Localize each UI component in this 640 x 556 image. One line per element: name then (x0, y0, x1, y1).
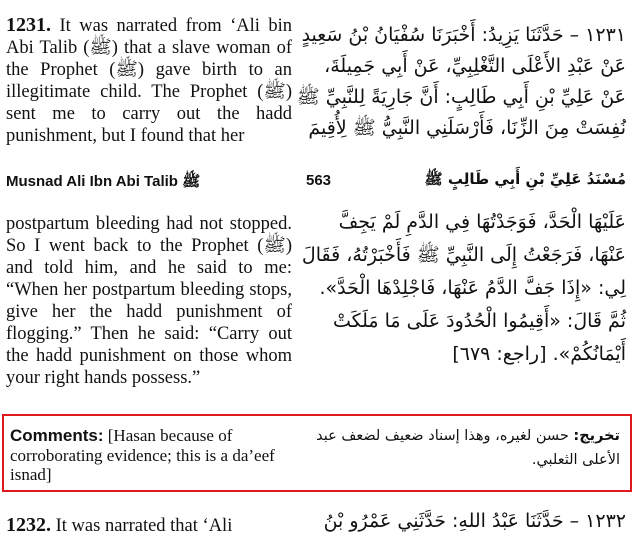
hadith-1231-arabic (296, 20, 626, 144)
hadith-number: 1231. (6, 14, 51, 36)
english-line: sent me to carry out the hadd (6, 104, 292, 124)
takhrij-text: حسن لغيره، وهذا إسناد ضعيف لضعف عبد الأعلى الثعلبي. (316, 428, 620, 468)
takhrij-label: تخريج: (573, 428, 620, 444)
comments-label: Comments: (10, 426, 104, 445)
english-line: It was narrated from ‘Ali bin (59, 16, 293, 36)
arabic-line: ١٢٣١ – حَدَّثَنَا يَزِيدُ: أَخْبَرَنَا سُفْيَانُ بْنُ سَعِيدٍ (301, 24, 626, 46)
arabic-line: عَلَيْهَا الْحَدَّ، فَوَجَدْتُهَا فِي الدَّمِ لَمْ يَجِفَّ (338, 211, 626, 233)
arabic-line: أَيْمَانُكُمْ». [راجع: ٦٧٩] (452, 343, 626, 365)
hadith-1232-english (6, 514, 292, 537)
header-title-arabic: مُسْنَدُ عَلِيِّ بْنِ أَبِي طَالِبٍ ﷺ (424, 170, 626, 188)
arabic-line: نُفِسَتْ مِنَ الزِّنَا، فَأَرْسَلَنِي النَّبِيُّ ﷺ لِأُقِيمَ (308, 117, 626, 139)
arabic-line: عَنْ عَلِيِّ بْنِ أَبِي طَالِبٍ: أَنَّ جَارِيَةً لِلنَّبِيِّ ﷺ (296, 86, 626, 108)
english-line: It was narrated that ‘Ali (55, 516, 233, 536)
english-line: punishment, but I found that her (6, 126, 245, 146)
english-line: the Prophet (ﷺ) gave birth to an (6, 60, 293, 80)
hadith-1232-arabic: ١٢٣٢ – حَدَّثَنَا عَبْدُ اللهِ: حَدَّثَنِي عَمْرُو بْنُ (323, 510, 626, 532)
hadith-1231-english (6, 14, 292, 147)
hadith-1231-english-continued: postpartum bleeding had not stopped. So I went back to the Prophet (ﷺ) and told him, and he said to me: “When her postpartum bleeding stops, give her the hadd punishment of flogging.” Then he said: “Carry out the hadd punishment on those whom your right hands possess.” (6, 214, 292, 388)
running-header (6, 172, 626, 194)
page-number: 563 (306, 172, 332, 189)
comments-text: [Hasan because of corroborating evidence; this is a da’eef isnad] (10, 426, 275, 484)
english-line: illegitimate child. The Prophet (ﷺ) (6, 82, 292, 102)
hadith-number: 1232. (6, 514, 51, 536)
header-title-english: Musnad Ali Ibn Abi Talib ﷺ (6, 173, 201, 190)
english-line: Abi Talib (ﷺ) that a slave woman of (6, 38, 293, 58)
arabic-line: عَنْهَا، فَرَجَعْتُ إِلَى النَّبِيِّ ﷺ فَأَخْبَرْتُهُ، فَقَالَ (301, 244, 626, 266)
hadith-1231-arabic-continued (301, 206, 626, 371)
comments-box (2, 414, 632, 492)
arabic-line: عَنْ عَبْدِ الأَعْلَى التَّغْلِبِيِّ، عَنْ أَبِي جَمِيلَةَ، (324, 55, 626, 77)
arabic-line: لِي: «إِذَا جَفَّ الدَّمُ عَنْهَا، فَاجْلِدْهَا الْحَدَّ». (319, 277, 626, 299)
arabic-line: ثُمَّ قَالَ: «أَقِيمُوا الْحُدُودَ عَلَى مَا مَلَكَتْ (332, 310, 626, 332)
comments-english (10, 426, 290, 485)
comments-arabic (302, 424, 620, 472)
